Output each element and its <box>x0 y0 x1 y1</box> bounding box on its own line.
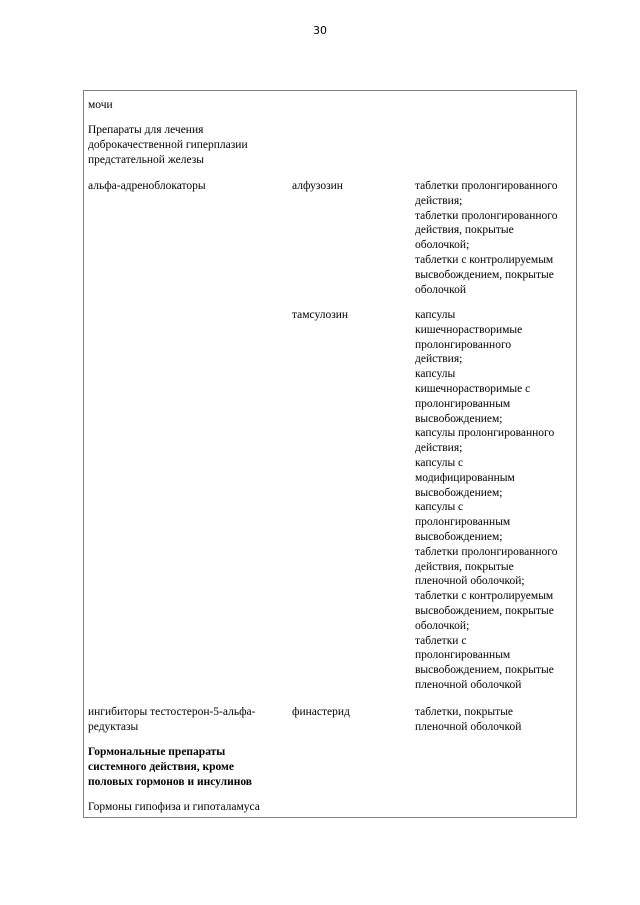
hormonal-heading: Гормональные препараты системного действия, кроме половых гормонов и инсулинов <box>88 746 253 788</box>
alpha-blockers-group: альфа-адреноблокаторы <box>88 180 206 192</box>
drug-table <box>83 90 577 818</box>
bph-heading: Препараты для лечения доброкачественной гиперплазии предстательной железы <box>88 124 248 166</box>
alfuzosin-name: алфузозин <box>292 180 343 192</box>
page-number: 30 <box>313 24 327 37</box>
reductase-inhibitors-group: ингибиторы тестостерон-5-альфа- редуктазы <box>88 706 256 733</box>
finasteride-forms: таблетки, покрытые пленочной оболочкой <box>415 706 522 733</box>
alfuzosin-forms: таблетки пролонгированного действия; таблетки пролонгированного действия, покрытые оболочкой; таблетки с контролируемым высвобождением, покрытые оболочкой <box>415 180 558 296</box>
tamsulosin-forms: капсулы кишечнорастворимые пролонгированного действия; капсулы кишечнорастворимые с пролонгированным высвобождением; капсулы пролонгированного действия; капсулы с модифицированным высвобождением; капсулы с пролонгированным высвобождением; таблетки пролонгированного действия, покрытые пленочной оболочкой; таблетки с контролируемым высвобождением, покрытые оболочкой; таблетки с пролонгированным высвобождением, покрытые пленочной оболочкой <box>415 309 558 691</box>
urine-tail-text: мочи <box>88 99 113 111</box>
pituitary-heading: Гормоны гипофиза и гипоталамуса <box>88 801 260 813</box>
tamsulosin-name: тамсулозин <box>292 309 349 321</box>
finasteride-name: финастерид <box>292 706 350 718</box>
